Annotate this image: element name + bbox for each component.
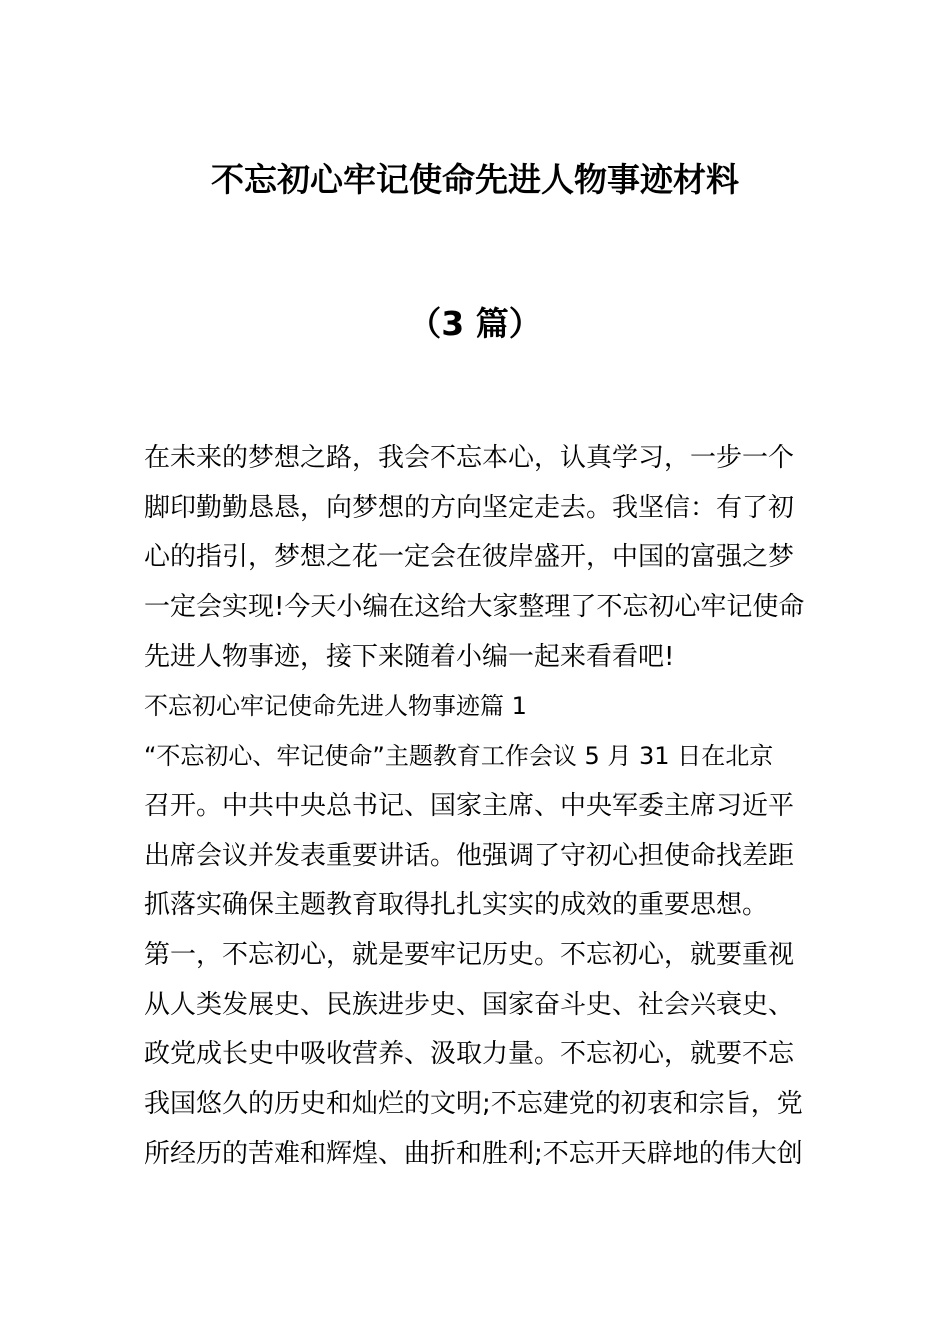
paragraph-line: 召开。中共中央总书记、国家主席、中央军委主席习近平 bbox=[144, 790, 795, 821]
paragraph-line: 所经历的苦难和辉煌、曲折和胜利;不忘开天辟地的伟大创 bbox=[144, 1138, 803, 1169]
section-heading: 不忘初心牢记使命先进人物事迹篇 1 bbox=[144, 692, 527, 721]
document-title: 不忘初心牢记使命先进人物事迹材料 bbox=[211, 160, 739, 199]
paragraph-line: 先进人物事迹，接下来随着小编一起来看看吧! bbox=[144, 641, 675, 672]
paragraph-line: 脚印勤勤恳恳，向梦想的方向坚定走去。我坚信：有了初 bbox=[144, 492, 795, 523]
paragraph-line: 我国悠久的历史和灿烂的文明;不忘建党的初衷和宗旨，党 bbox=[144, 1088, 803, 1119]
paragraph-line: 政党成长史中吸收营养、汲取力量。不忘初心，就要不忘 bbox=[144, 1039, 795, 1070]
document-body bbox=[144, 434, 809, 1179]
paragraph-line: 抓落实确保主题教育取得扎扎实实的成效的重要思想。 bbox=[144, 890, 769, 921]
paragraph-line: 在未来的梦想之路，我会不忘本心，认真学习，一步一个 bbox=[144, 443, 795, 473]
paragraph-line: 出席会议并发表重要讲话。他强调了守初心担使命找差距 bbox=[144, 840, 795, 871]
paragraph-line: “不忘初心、牢记使命”主题教育工作会议 5 月 31 日在北京 bbox=[144, 742, 774, 771]
paragraph-line: 心的指引，梦想之花一定会在彼岸盛开，中国的富强之梦 bbox=[144, 542, 795, 573]
paragraph-line: 从人类发展史、民族进步史、国家奋斗史、社会兴衰史、 bbox=[144, 989, 795, 1020]
paragraph-line: 一定会实现!今天小编在这给大家整理了不忘初心牢记使命 bbox=[144, 592, 805, 623]
document-subtitle: （3 篇） bbox=[408, 304, 542, 343]
paragraph-line: 第一，不忘初心，就是要牢记历史。不忘初心，就要重视 bbox=[144, 939, 795, 970]
